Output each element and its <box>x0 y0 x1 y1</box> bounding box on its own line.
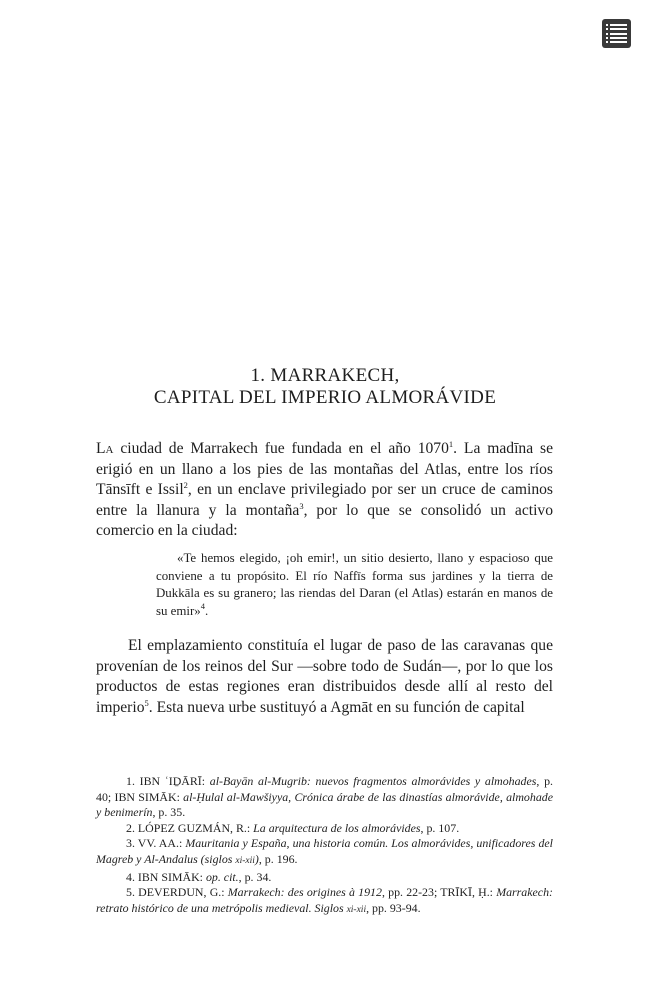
footnote-text: LÓPEZ GUZMÁN, R.: <box>134 820 254 835</box>
footnote-title: Marrakech: retrato histórico de una metrópolis medieval. Siglos <box>96 885 553 915</box>
footnote-title: al-Ḥulal al-Mawšiyya, Crónica árabe de las dinastías almorávide, almohade y benimerín <box>96 789 553 820</box>
footnote-century: xi-xii <box>235 855 255 866</box>
footnote-2 <box>96 821 553 837</box>
footnote-number: 3. <box>126 836 135 851</box>
footnote-text: , p. 196. <box>258 851 298 866</box>
footnote-text: , p. 35. <box>152 805 186 820</box>
list-menu-icon[interactable] <box>602 19 631 48</box>
footnotes <box>96 774 553 918</box>
dropcap: La <box>96 440 114 457</box>
footnote-text: DEVERDUN, G.: <box>134 885 228 900</box>
footnote-title: ) <box>254 851 259 866</box>
footnote-5 <box>96 885 553 918</box>
footnote-text: VV. AA.: <box>134 836 186 851</box>
footnote-ref-1: 1 <box>448 439 454 449</box>
footnote-text: IBN SIMĀK: <box>134 869 206 884</box>
footnote-century: xi-xii <box>346 904 367 915</box>
footnote-text: IBN ʿIḎĀRĪ: <box>134 774 210 788</box>
footnote-4 <box>96 870 553 886</box>
footnote-text: , pp. 22-23; TRĪKĪ, Ḥ.: <box>381 885 497 900</box>
footnote-title: Marrakech: des origines à 1912 <box>227 885 382 900</box>
paragraph-2-text-a: El emplazamiento constituía el lugar de paso de las caravanas que provenían de los reinos del Sur —sobre todo de Sudán—, por lo que los productos de estas regiones eran distribuidos desde allí al resto del imperio <box>96 637 553 716</box>
paragraph-2-text-b: . Esta nueva urbe sustituyó a Agmāt en su función de capital <box>148 698 525 716</box>
quote-text: «Te hemos elegido, ¡oh emir!, un sitio desierto, llano y espacioso que conviene a tu propósito. El río Naffīs forma sus jardines y la tierra de Dukkāla es su granero; las riendas del Daran (el Atlas) estarán en manos de su emir» <box>156 551 553 618</box>
paragraph-1 <box>96 439 553 542</box>
footnote-text: , p. 40; IBN SIMĀK: <box>96 774 553 804</box>
paragraph-1-text-b: . La madīna se erigió en un llano a los pies de las montañas del Atlas, entre los ríos Tānsīft e Issil <box>96 440 553 499</box>
footnote-ref-4: 4 <box>200 600 206 611</box>
block-quote <box>156 550 553 620</box>
footnote-ref-3: 3 <box>299 500 304 511</box>
footnote-text: , p. 34. <box>238 869 272 884</box>
footnote-ref-2: 2 <box>183 480 188 491</box>
footnote-text: , pp. 93-94. <box>366 900 421 915</box>
paragraph-2 <box>96 636 553 718</box>
footnote-title: al-Bayān al-Mugrib: nuevos fragmentos almorávides y almohades <box>209 774 537 788</box>
footnote-title: Mauritania y España, una historia común. Los almorávides, unificadores del Magreb y Al-Andalus (siglos <box>96 836 553 866</box>
footnote-ref-5: 5 <box>144 697 149 708</box>
quote-end: . <box>205 603 209 618</box>
footnote-title: La arquitectura de los almorávides <box>253 820 421 835</box>
footnote-number: 2. <box>126 820 135 835</box>
chapter-title-line1: 1. MARRAKECH, <box>250 365 400 386</box>
footnote-title: op. cit. <box>205 869 239 884</box>
footnote-number: 4. <box>126 869 135 884</box>
chapter-title-line2: CAPITAL DEL IMPERIO ALMORÁVIDE <box>153 387 497 408</box>
footnote-number: 5. <box>126 885 135 900</box>
footnote-number: 1. <box>126 774 135 788</box>
paragraph-1-text-d: , por lo que se consolidó un activo comercio en la ciudad: <box>96 501 553 540</box>
paragraph-1-text-a: ciudad de Marrakech fue fundada en el año 1070 <box>113 440 449 457</box>
footnote-1 <box>96 774 553 821</box>
paragraph-1-text-c: , en un enclave privilegiado por ser un cruce de caminos entre la llanura y la montaña <box>96 481 553 519</box>
footnote-text: , p. 107. <box>420 820 460 835</box>
chapter-title <box>0 365 650 409</box>
footnote-3 <box>96 836 553 869</box>
